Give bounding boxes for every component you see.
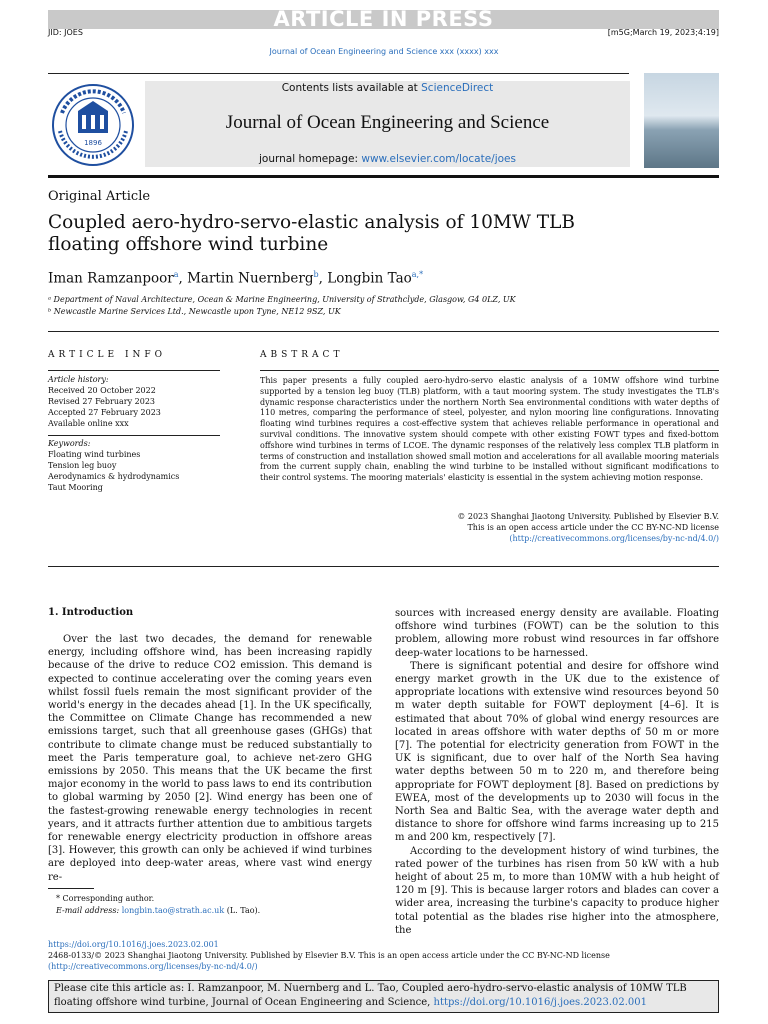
body-rule <box>48 566 719 567</box>
seal-year: 1896 <box>84 139 102 147</box>
footnote-rule <box>48 888 94 889</box>
email-link[interactable]: longbin.tao@strath.ac.uk <box>121 906 225 915</box>
history-item: Received 20 October 2022 <box>48 386 156 395</box>
abstract-heading: ABSTRACT <box>260 350 344 360</box>
build-stamp: [m5G;March 19, 2023;4:19] <box>607 28 719 37</box>
affiliations <box>48 294 516 318</box>
keywords-label: Keywords: <box>48 439 91 448</box>
affiliation: ᵃ Department of Naval Architecture, Ocean & Marine Engineering, University of Strathclyde, Glasgow, G4 0LZ, UK <box>48 295 516 304</box>
keyword: Floating wind turbines <box>48 450 141 459</box>
license-line: This is an open access article under the CC BY-NC-ND license <box>467 523 719 532</box>
journal-cover-image <box>644 73 719 168</box>
article-title: Coupled aero-hydro-servo-elastic analysis of 10MW TLB floating offshore wind turbine <box>48 212 575 255</box>
homepage-prefix: journal homepage: <box>259 153 362 165</box>
masthead-rule <box>48 175 719 178</box>
sciencedirect-link[interactable]: ScienceDirect <box>421 82 494 94</box>
email-label: E-mail address: <box>56 906 122 915</box>
citation-doi-link[interactable]: https://doi.org/10.1016/j.joes.2023.02.001 <box>433 996 647 1008</box>
author-affiliation-mark[interactable]: b <box>313 270 319 279</box>
history-item: Revised 27 February 2023 <box>48 397 156 406</box>
paragraph: According to the development history of wind turbines, the rated power of the turbines has risen from 50 kW with a hub height of about 25 m, to more than 10MW with a hub height of 120 m [9]. This is because larger rotors and blades can cover a wider area, increasing the turbine's capacity to produce higher total potential as the blades rise higher into the atmosphere, the <box>395 845 719 936</box>
homepage-link[interactable]: www.elsevier.com/locate/joes <box>361 153 516 165</box>
author-name[interactable]: Iman Ramzanpoor <box>48 270 174 287</box>
abstract-text: This paper presents a fully coupled aero-hydro-servo elastic analysis of a 10MW offshore wind turbine supported by a tension leg buoy (TLB) platform, with a taut mooring system. The study investigates the TLB's dynamic response characteristics under the northern North Sea environmental conditions with water depths of 110 metres, comparing the performance of steel, polyester, and nylon mooring line configurations. Innovating floating wind turbines requires a cost-effective system that achieves reliable performance in operational and survival conditions. The innovative system should compete with other existing FOWT types and fixed-bottom offshore wind turbines in terms of LCOE. The dynamic responses of the relatively less complex TLB platform in terms of construction and installation showed small motion and accelerations for all available mooring materials from the current supply chain, enabling the wind turbine to be installed without significant modifications to their control systems. The mooring materials' elasticity is essential in the system achieving motion response. <box>260 376 719 483</box>
citation-body: Please cite this article as: I. Ramzanpoor, M. Nuernberg and L. Tao, Coupled aero-hydro-servo-elastic analysis of 10MW TLB floating offshore wind turbine, Journal of Ocean Engineering and Science, <box>54 983 687 1008</box>
section-heading: 1. Introduction <box>48 607 134 618</box>
keyword: Taut Mooring <box>48 483 103 492</box>
keywords-rule <box>48 435 220 436</box>
keywords <box>48 438 179 493</box>
author-name[interactable]: Longbin Tao <box>327 270 412 287</box>
article-in-press-banner: ARTICLE IN PRESS <box>48 10 719 29</box>
corresponding-author-note: * Corresponding author. <box>56 894 155 903</box>
affiliation: ᵇ Newcastle Marine Services Ltd., Newcastle upon Tyne, NE12 9SZ, UK <box>48 307 341 316</box>
journal-id: JID: JOES <box>48 28 83 37</box>
email-suffix: (L. Tao). <box>224 906 261 915</box>
citation-text <box>54 982 714 1009</box>
article-info-rule <box>48 370 220 371</box>
copyright-line: © 2023 Shanghai Jiaotong University. Published by Elsevier B.V. <box>457 512 719 521</box>
author-affiliation-mark[interactable]: a <box>173 270 179 279</box>
author-affiliation-mark[interactable]: a,* <box>411 270 424 279</box>
paragraph: sources with increased energy density are available. Floating offshore wind turbines (FOWT) can be the solution to this problem, allowing more robust wind resources in far offshore deep-water locations to be harnessed. <box>395 608 719 659</box>
journal-title: Journal of Ocean Engineering and Science <box>225 112 550 133</box>
footer-info <box>48 939 610 972</box>
paragraph: There is significant potential and desire for offshore wind energy market growth in the UK due to the existence of appropriate locations with extensive wind resources beyond 50 m water depth suitable for FOWT deployment [4–6]. It is estimated that about 70% of global wind energy resources are located in areas offshore with water depths of 50 m or more [7]. The potential for electricity generation from FOWT in the UK is significant, due to over half of the North Sea having water depths between 50 m to 220 m, and therefore being appropriate for FOWT deployment [8]. Based on predictions by EWEA, most of the developments up to 2030 will focus in the North Sea and Baltic Sea, with the average water depth and distance to shore for offshore wind farms increasing up to 215 m and 200 km, respectively [7]. <box>395 660 719 844</box>
doi-link[interactable]: https://doi.org/10.1016/j.joes.2023.02.001 <box>48 940 219 949</box>
contents-line <box>145 82 630 94</box>
homepage-line <box>145 153 630 165</box>
contents-prefix: Contents lists available at <box>281 82 422 94</box>
license-link[interactable]: (http://creativecommons.org/licenses/by-nc-nd/4.0/) <box>509 534 719 543</box>
body-column-right <box>395 607 719 937</box>
footnote <box>56 893 260 917</box>
abstract-rule <box>260 370 719 371</box>
keyword: Aerodynamics & hydrodynamics <box>48 472 180 481</box>
history-item: Accepted 27 February 2023 <box>48 408 161 417</box>
history-label: Article history: <box>48 375 109 384</box>
footer-license-link[interactable]: (http://creativecommons.org/licenses/by-nc-nd/4.0/) <box>48 962 258 971</box>
top-rule <box>48 73 629 74</box>
journal-reference-link[interactable]: Journal of Ocean Engineering and Science xxx (xxxx) xxx <box>269 47 499 56</box>
article-info-heading: ARTICLE INFO <box>48 350 167 360</box>
article-history <box>48 374 161 429</box>
body-column-left: Over the last two decades, the demand for renewable energy, including offshore wind, has been increasing rapidly because of the drive to reduce CO2 emission. This demand is expected to continue accelerating over the coming years even whilst fossil fuels remain the most significant provider of the world's energy in the decades ahead [1]. In the UK specifically, the Committee on Climate Change has recommended a new emissions target, such that all greenhouse gases (GHGs) that contribute to climate change must be reduced substantially to meet the Paris temperature goal, to achieve net-zero GHG emissions by 2050. This means that the UK became the first major economy in the world to pass laws to end its contribution to global warming by 2050 [2]. Wind energy has been one of the fastest-growing renewable energy technologies in recent years, and it attracts further attention due to ambitious targets for renewable energy electricity production in offshore areas [3]. However, this growth can only be achieved if wind turbines are deployed into deep-water areas, where vast wind energy re- <box>48 634 372 883</box>
article-type: Original Article <box>48 189 151 204</box>
abstract-copyright <box>260 511 719 544</box>
section-rule <box>48 331 719 332</box>
author-name[interactable]: Martin Nuernberg <box>187 270 314 287</box>
keyword: Tension leg buoy <box>48 461 117 470</box>
author-list: Iman Ramzanpoor$^a$, Martin Nuernberg$^b$, Longbin Tao$^{a,*}$ <box>48 270 424 287</box>
university-seal-logo <box>48 83 138 168</box>
issn-line: 2468-0133/© 2023 Shanghai Jiaotong University. Published by Elsevier B.V. This is an open access article under the CC BY-NC-ND license <box>48 951 610 960</box>
history-item: Available online xxx <box>48 419 129 428</box>
